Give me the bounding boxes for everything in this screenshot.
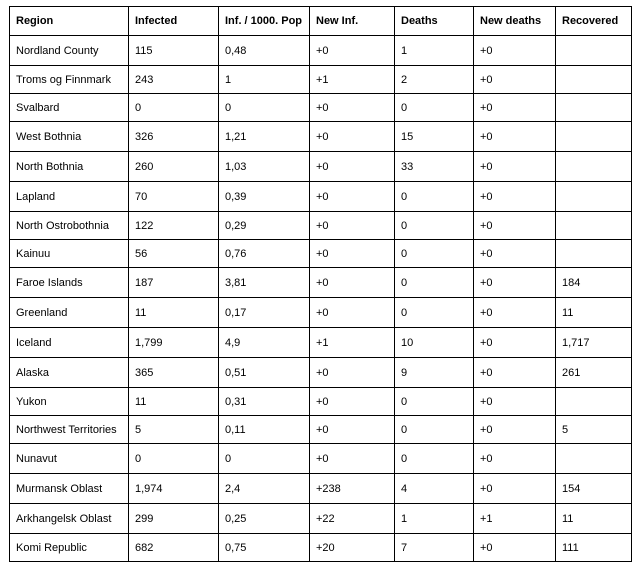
cell-new-deaths: +1 [474, 504, 556, 534]
cell-region: North Ostrobothnia [10, 212, 129, 240]
header-row [10, 7, 632, 36]
cell-region: Greenland [10, 298, 129, 328]
cell-new-infected: +0 [310, 388, 395, 416]
cell-region: Alaska [10, 358, 129, 388]
column-header-deaths: Deaths [395, 7, 474, 36]
cell-deaths: 10 [395, 328, 474, 358]
cell-infected-per-1000: 1,03 [219, 152, 310, 182]
cell-infected: 11 [129, 298, 219, 328]
cell-deaths: 0 [395, 240, 474, 268]
cell-deaths: 0 [395, 212, 474, 240]
cell-new-deaths: +0 [474, 240, 556, 268]
cell-recovered [556, 66, 632, 94]
cell-deaths: 0 [395, 182, 474, 212]
cell-region: Kainuu [10, 240, 129, 268]
cell-new-infected: +0 [310, 212, 395, 240]
cell-infected: 122 [129, 212, 219, 240]
column-header-region: Region [10, 7, 129, 36]
cell-new-deaths: +0 [474, 212, 556, 240]
column-header-recovered: Recovered [556, 7, 632, 36]
cell-infected-per-1000: 0 [219, 444, 310, 474]
cell-infected-per-1000: 2,4 [219, 474, 310, 504]
cell-recovered [556, 212, 632, 240]
cell-infected: 299 [129, 504, 219, 534]
cell-recovered: 11 [556, 504, 632, 534]
cell-region: Troms og Finnmark [10, 66, 129, 94]
cell-new-deaths: +0 [474, 474, 556, 504]
table-row [10, 504, 632, 534]
cell-new-infected: +0 [310, 416, 395, 444]
column-header-infected-per-1000: Inf. / 1000. Pop [219, 7, 310, 36]
cell-recovered: 1,717 [556, 328, 632, 358]
cell-infected-per-1000: 0,48 [219, 36, 310, 66]
cell-infected: 1,799 [129, 328, 219, 358]
cell-recovered [556, 444, 632, 474]
cell-infected-per-1000: 0,11 [219, 416, 310, 444]
cell-recovered [556, 240, 632, 268]
table-row [10, 212, 632, 240]
cell-recovered: 154 [556, 474, 632, 504]
cell-new-deaths: +0 [474, 298, 556, 328]
cell-new-infected: +0 [310, 36, 395, 66]
cell-recovered [556, 94, 632, 122]
cell-infected-per-1000: 0,39 [219, 182, 310, 212]
cell-new-deaths: +0 [474, 94, 556, 122]
table-row [10, 328, 632, 358]
cell-infected-per-1000: 0,17 [219, 298, 310, 328]
cell-infected-per-1000: 1 [219, 66, 310, 94]
region-stats-table-container [9, 6, 632, 562]
cell-recovered [556, 388, 632, 416]
cell-new-infected: +0 [310, 268, 395, 298]
cell-infected-per-1000: 0 [219, 94, 310, 122]
cell-deaths: 4 [395, 474, 474, 504]
cell-new-deaths: +0 [474, 534, 556, 562]
cell-new-deaths: +0 [474, 388, 556, 416]
cell-infected: 243 [129, 66, 219, 94]
table-row [10, 122, 632, 152]
cell-new-infected: +22 [310, 504, 395, 534]
cell-infected-per-1000: 3,81 [219, 268, 310, 298]
cell-deaths: 0 [395, 388, 474, 416]
cell-infected: 0 [129, 94, 219, 122]
cell-infected-per-1000: 0,75 [219, 534, 310, 562]
table-row [10, 152, 632, 182]
cell-infected: 682 [129, 534, 219, 562]
cell-recovered: 5 [556, 416, 632, 444]
cell-infected-per-1000: 0,51 [219, 358, 310, 388]
table-row [10, 36, 632, 66]
cell-infected: 70 [129, 182, 219, 212]
table-row [10, 358, 632, 388]
cell-region: Yukon [10, 388, 129, 416]
cell-region: Komi Republic [10, 534, 129, 562]
column-header-new-infected: New Inf. [310, 7, 395, 36]
table-body [10, 36, 632, 562]
cell-new-deaths: +0 [474, 358, 556, 388]
cell-new-infected: +0 [310, 444, 395, 474]
cell-new-infected: +0 [310, 240, 395, 268]
cell-infected: 260 [129, 152, 219, 182]
table-row [10, 388, 632, 416]
cell-new-infected: +20 [310, 534, 395, 562]
cell-recovered: 11 [556, 298, 632, 328]
cell-infected-per-1000: 0,31 [219, 388, 310, 416]
cell-new-infected: +0 [310, 94, 395, 122]
cell-deaths: 0 [395, 416, 474, 444]
cell-region: West Bothnia [10, 122, 129, 152]
cell-recovered [556, 182, 632, 212]
cell-recovered: 111 [556, 534, 632, 562]
table-row [10, 66, 632, 94]
cell-new-infected: +0 [310, 298, 395, 328]
cell-deaths: 33 [395, 152, 474, 182]
cell-region: Svalbard [10, 94, 129, 122]
cell-recovered: 261 [556, 358, 632, 388]
cell-new-infected: +1 [310, 66, 395, 94]
cell-new-deaths: +0 [474, 268, 556, 298]
cell-new-infected: +0 [310, 182, 395, 212]
cell-deaths: 0 [395, 94, 474, 122]
table-row [10, 240, 632, 268]
table-row [10, 416, 632, 444]
cell-infected-per-1000: 1,21 [219, 122, 310, 152]
cell-infected-per-1000: 0,29 [219, 212, 310, 240]
table-row [10, 182, 632, 212]
cell-infected: 1,974 [129, 474, 219, 504]
cell-deaths: 0 [395, 298, 474, 328]
cell-infected: 326 [129, 122, 219, 152]
cell-deaths: 15 [395, 122, 474, 152]
cell-recovered [556, 36, 632, 66]
cell-new-infected: +0 [310, 122, 395, 152]
cell-infected-per-1000: 4,9 [219, 328, 310, 358]
cell-new-infected: +0 [310, 358, 395, 388]
cell-region: Murmansk Oblast [10, 474, 129, 504]
cell-region: North Bothnia [10, 152, 129, 182]
cell-infected-per-1000: 0,25 [219, 504, 310, 534]
cell-new-infected: +0 [310, 152, 395, 182]
cell-deaths: 1 [395, 504, 474, 534]
cell-recovered [556, 152, 632, 182]
cell-region: Nordland County [10, 36, 129, 66]
table-row [10, 268, 632, 298]
cell-region: Lapland [10, 182, 129, 212]
cell-region: Nunavut [10, 444, 129, 474]
cell-new-infected: +238 [310, 474, 395, 504]
cell-deaths: 0 [395, 444, 474, 474]
cell-region: Arkhangelsk Oblast [10, 504, 129, 534]
cell-infected: 365 [129, 358, 219, 388]
table-row [10, 474, 632, 504]
column-header-new-deaths: New deaths [474, 7, 556, 36]
table-header [10, 7, 632, 36]
cell-recovered [556, 122, 632, 152]
cell-deaths: 1 [395, 36, 474, 66]
cell-new-deaths: +0 [474, 416, 556, 444]
cell-new-deaths: +0 [474, 444, 556, 474]
cell-infected: 5 [129, 416, 219, 444]
cell-new-deaths: +0 [474, 122, 556, 152]
cell-new-deaths: +0 [474, 66, 556, 94]
cell-new-deaths: +0 [474, 152, 556, 182]
column-header-infected: Infected [129, 7, 219, 36]
cell-new-deaths: +0 [474, 182, 556, 212]
cell-region: Iceland [10, 328, 129, 358]
cell-region: Faroe Islands [10, 268, 129, 298]
cell-new-deaths: +0 [474, 36, 556, 66]
table-row [10, 298, 632, 328]
cell-infected: 11 [129, 388, 219, 416]
cell-region: Northwest Territories [10, 416, 129, 444]
cell-infected: 115 [129, 36, 219, 66]
cell-infected-per-1000: 0,76 [219, 240, 310, 268]
table-row [10, 94, 632, 122]
region-stats-table [9, 6, 632, 562]
table-row [10, 534, 632, 562]
cell-deaths: 9 [395, 358, 474, 388]
cell-infected: 56 [129, 240, 219, 268]
cell-deaths: 0 [395, 268, 474, 298]
cell-new-infected: +1 [310, 328, 395, 358]
cell-deaths: 7 [395, 534, 474, 562]
cell-infected: 0 [129, 444, 219, 474]
cell-deaths: 2 [395, 66, 474, 94]
cell-recovered: 184 [556, 268, 632, 298]
cell-new-deaths: +0 [474, 328, 556, 358]
cell-infected: 187 [129, 268, 219, 298]
table-row [10, 444, 632, 474]
